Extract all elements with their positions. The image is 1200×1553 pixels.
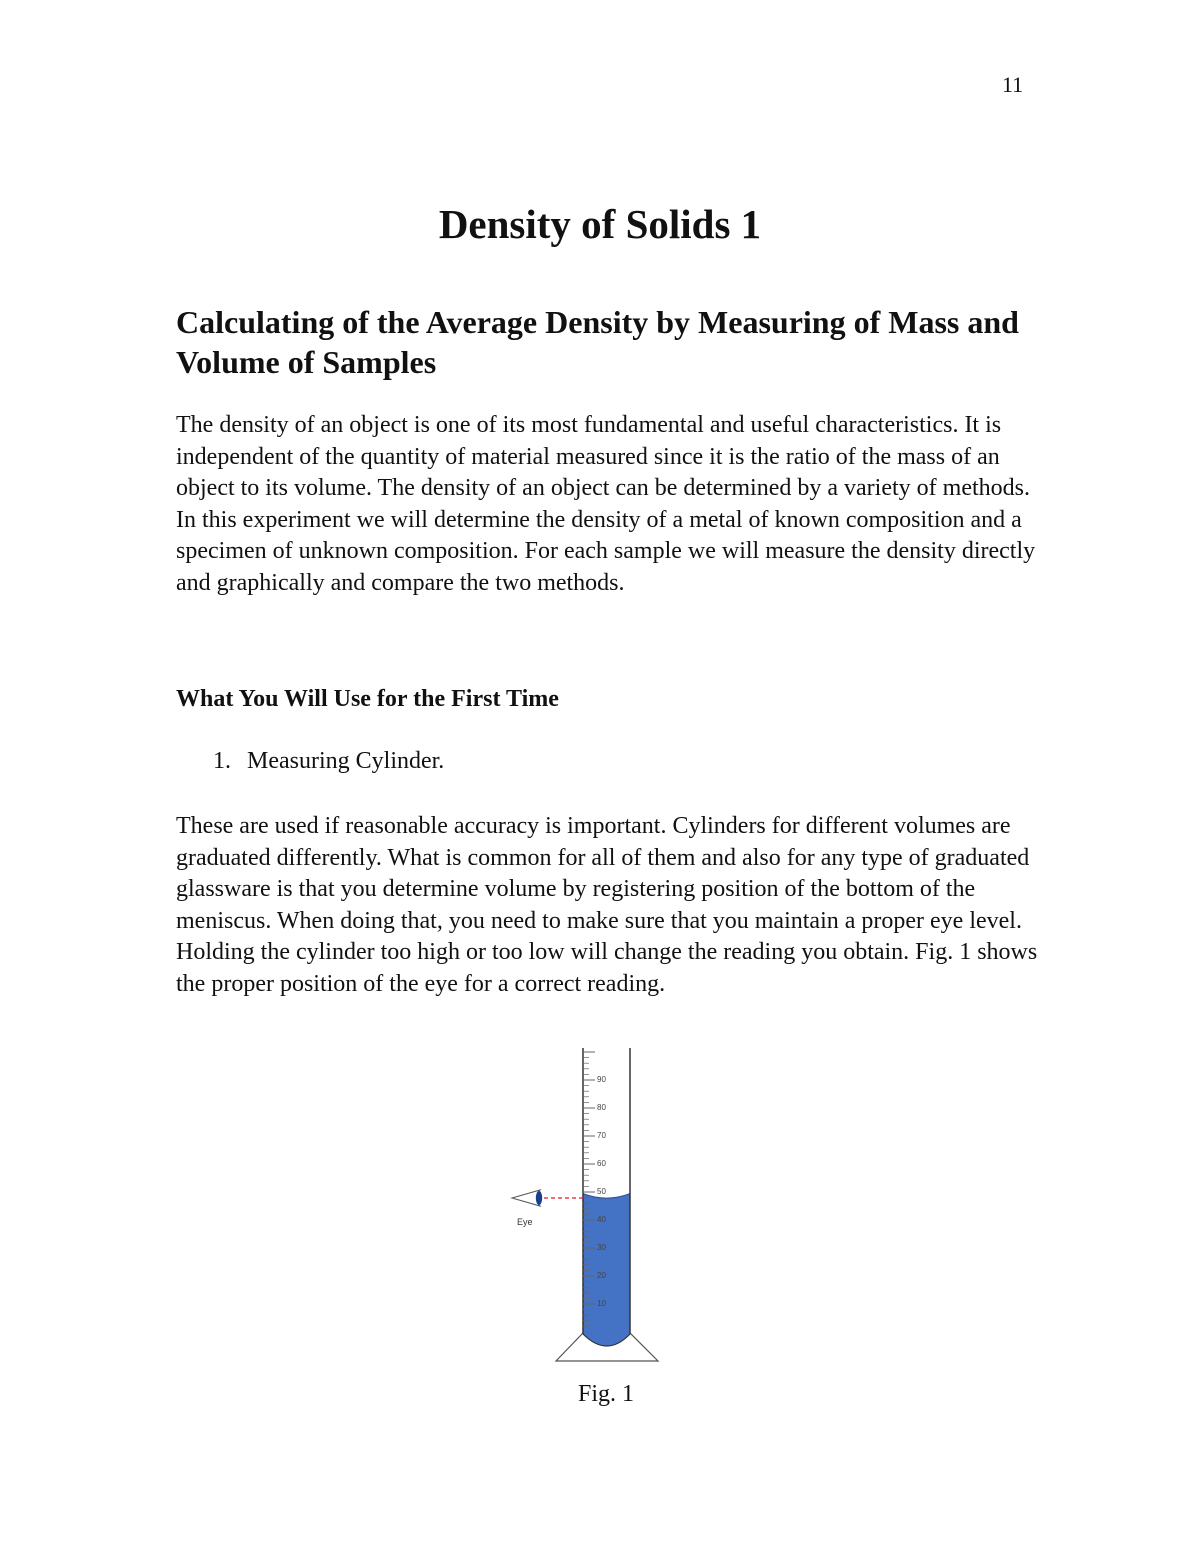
tick-label: 90 (597, 1075, 606, 1084)
list-item-text: Measuring Cylinder. (247, 748, 445, 774)
list-item (213, 748, 444, 775)
tick-label: 40 (597, 1215, 606, 1224)
tick-label: 10 (597, 1299, 606, 1308)
measuring-cylinder-figure (500, 1040, 670, 1365)
tick-label: 80 (597, 1103, 606, 1112)
tick-label: 30 (597, 1243, 606, 1252)
tick-label: 20 (597, 1271, 606, 1280)
graduation-labels (597, 1075, 606, 1308)
subheading: What You Will Use for the First Time (176, 686, 559, 712)
section-title: Calculating of the Average Density by Measuring of Mass and Volume of Samples (176, 304, 1019, 380)
cylinder-paragraph-part-2: Holding the cylinder too high or too low will change the reading you obtain. Fig. 1 shows the proper position of the eye for a correct reading. (176, 939, 1038, 997)
cylinder-paragraph (176, 811, 1046, 1001)
eye-label: Eye (517, 1217, 533, 1227)
tick-label: 70 (597, 1131, 606, 1140)
cylinder-paragraph-part-1: These are used if reasonable accuracy is important. Cylinders for different volumes are graduated differently. What is common for all of them and also for any type of graduated glassware is that you determine volume by registering position of the bottom of the meniscus. When doing that, you need to make sure that you maintain a proper eye level. (176, 813, 1030, 934)
tick-label: 50 (597, 1187, 606, 1196)
document-title: Density of Solids 1 (438, 201, 762, 247)
page-number: 11 (1002, 72, 1024, 97)
list-item-number: 1. (213, 748, 231, 774)
tick-label: 60 (597, 1159, 606, 1168)
eye-icon (512, 1190, 542, 1206)
liquid (583, 1194, 630, 1346)
figure-caption: Fig. 1 (577, 1381, 634, 1407)
intro-paragraph: The density of an object is one of its most fundamental and useful characteristics. It is independent of the quantity of material measured since it is the ratio of the mass of an object to its volume. The density of an object can be determined by a variety of methods. In this experiment we will determine the density of a metal of known composition and a specimen of unknown composition. For each sample we will measure the density directly and graphically and compare the two methods. (176, 412, 1036, 596)
